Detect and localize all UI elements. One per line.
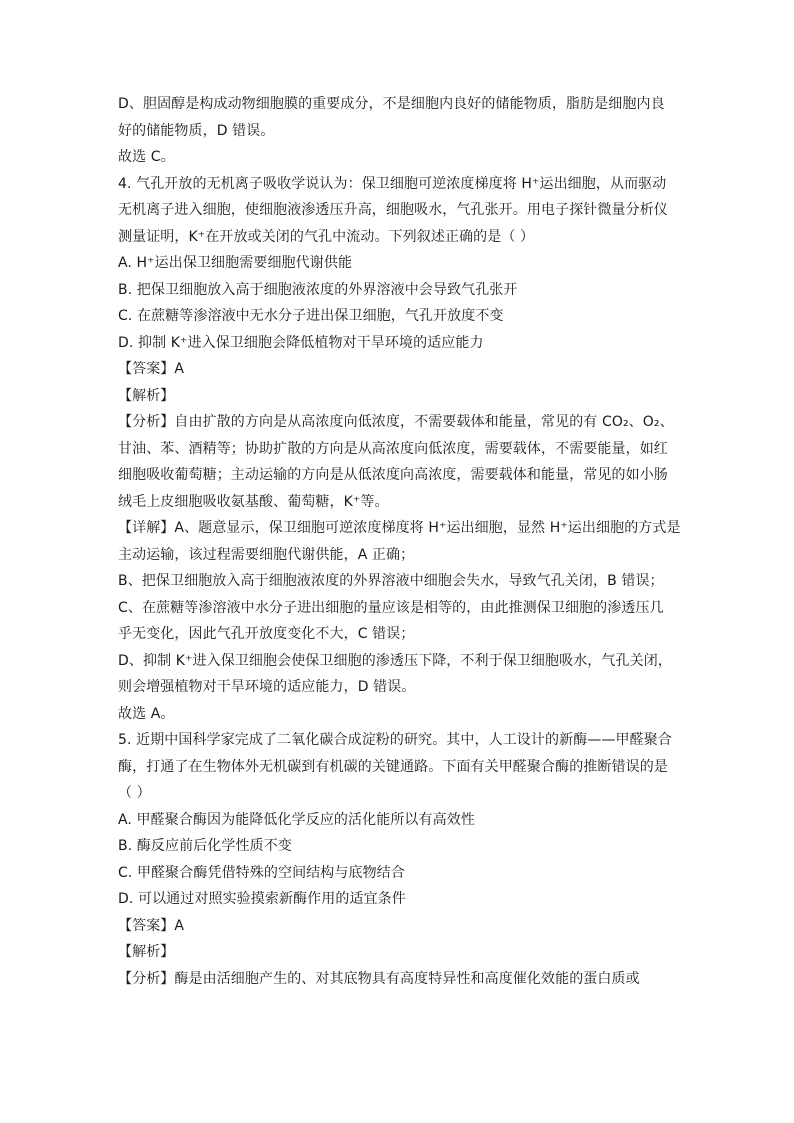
text-line: 绒毛上皮细胞吸收氨基酸、葡萄糖，K⁺等。 [118,493,389,510]
text-line: D、抑制 K⁺进入保卫细胞会使保卫细胞的渗透压下降，不利于保卫细胞吸水，气孔关闭， [118,652,672,669]
text-line: 主动运输，该过程需要细胞代谢供能，A 正确； [118,546,415,563]
text-line: 酶，打通了在生物体外无机碳到有机碳的关键通路。下面有关甲醛聚合酶的推断错误的是 [118,758,668,775]
option-a: A. 甲醛聚合酶因为能降低化学反应的活化能所以有高效性 [118,811,475,828]
question-4-stem: 4. 气孔开放的无机离子吸收学说认为：保卫细胞可逆浓度梯度将 H⁺运出细胞，从而驱动 [118,175,667,192]
detail-text: 【详解】A、题意显示，保卫细胞可逆浓度梯度将 H⁺运出细胞，显然 H⁺运出细胞的方式是 [118,520,681,536]
option-c: C. 在蔗糖等渗溶液中无水分子进出保卫细胞，气孔开放度不变 [118,308,504,324]
text-line: （ ） [118,785,151,801]
option-c: C. 甲醛聚合酶凭借特殊的空间结构与底物结合 [118,864,405,881]
answer-label: 【答案】A [118,361,185,377]
text-line: B、把保卫细胞放入高于细胞液浓度的外界溶液中细胞会失水，导致气孔关闭，B 错误； [118,573,664,589]
text-line: 测量证明，K⁺在开放或关闭的气孔中流动。下列叙述正确的是（ ） [118,228,535,245]
text-line: 则会增强植物对干旱环境的适应能力，D 错误。 [118,679,416,695]
analysis-label: 【解析】 [118,387,175,404]
text-line: 好的储能物质，D 错误。 [118,122,275,139]
text-line: 细胞吸收葡萄糖；主动运输的方向是从低浓度向高浓度，需要载体和能量，常见的如小肠 [118,467,668,483]
option-d: D. 可以通过对照实验摸索新酶作用的适宜条件 [118,891,406,907]
analysis-text: 【分析】酶是由活细胞产生的、对其底物具有高度特异性和高度催化效能的蛋白质或 [118,970,640,987]
text-line: 故选 C。 [118,149,175,165]
text-line: C、在蔗糖等渗溶液中水分子进出细胞的量应该是相等的，由此推测保卫细胞的渗透压几 [118,599,664,616]
text-line: 无机离子进入细胞，使细胞液渗透压升高，细胞吸水，气孔张开。用电子探针微量分析仪 [118,202,668,218]
option-a: A. H⁺运出保卫细胞需要细胞代谢供能 [118,255,353,271]
document-page [118,91,680,992]
option-b: B. 酶反应前后化学性质不变 [118,838,292,854]
option-b: B. 把保卫细胞放入高于细胞液浓度的外界溶液中会导致气孔张开 [118,281,518,298]
option-d: D. 抑制 K⁺进入保卫细胞会降低植物对干旱环境的适应能力 [118,334,484,351]
question-5-stem: 5. 近期中国科学家完成了二氧化碳合成淀粉的研究。其中，人工设计的新酶——甲醛聚合 [118,732,672,748]
answer-label: 【答案】A [118,917,185,934]
analysis-label: 【解析】 [118,944,175,960]
text-line: 故选 A。 [118,705,175,722]
analysis-text: 【分析】自由扩散的方向是从高浓度向低浓度，不需要载体和能量，常见的有 CO₂、O₂、 [118,414,674,430]
text-line: 甘油、苯、酒精等；协助扩散的方向是从高浓度向低浓度，需要载体，不需要能量，如红 [118,440,668,457]
text-line: 乎无变化，因此气孔开放度变化不大，C 错误； [118,626,415,642]
text-line: D、胆固醇是构成动物细胞膜的重要成分，不是细胞内良好的储能物质，脂肪是细胞内良 [118,96,665,112]
